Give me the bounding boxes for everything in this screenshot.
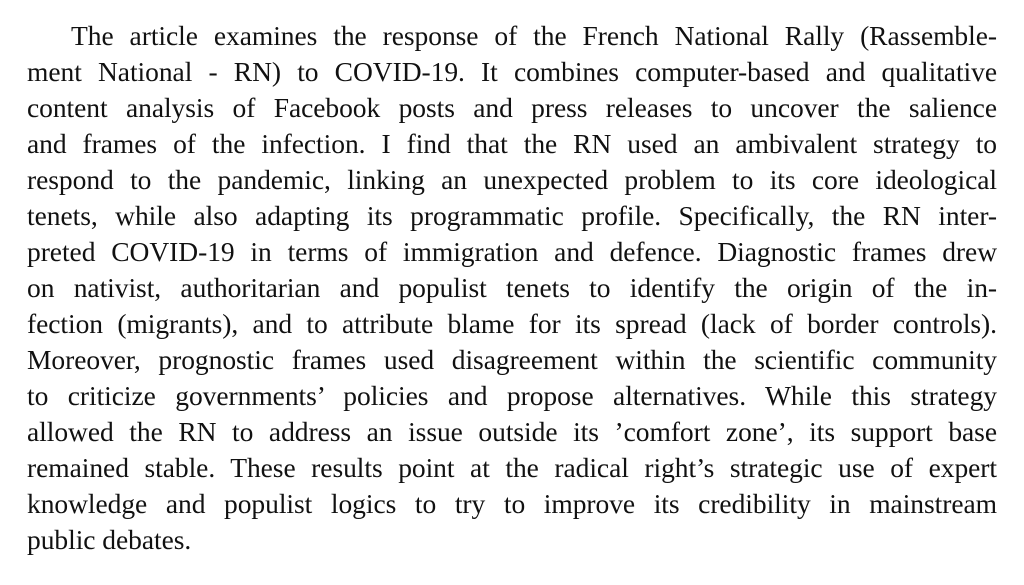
text-line: Moreover, prognostic frames used disagreement within the scientific community (27, 344, 997, 375)
text-line: The article examines the response of the French National Rally (Rassemble- (71, 20, 997, 51)
text-line: knowledge and populist logics to try to improve its credibility in mainstream (27, 488, 997, 519)
text-line: allowed the RN to address an issue outside its ’comfort zone’, its support base (27, 416, 997, 447)
text-line: remained stable. These results point at the radical right’s strategic use of expert (27, 452, 997, 483)
text-line: ment National - RN) to COVID-19. It combines computer-based and qualitative (27, 56, 997, 87)
text-line: content analysis of Facebook posts and press releases to uncover the salience (27, 92, 997, 123)
text-line: preted COVID-19 in terms of immigration and defence. Diagnostic frames drew (27, 236, 997, 267)
text-line: fection (migrants), and to attribute blame for its spread (lack of border controls). (27, 308, 997, 339)
text-line: public debates. (27, 524, 192, 555)
text-line: on nativist, authoritarian and populist tenets to identify the origin of the in- (27, 272, 997, 303)
text-line: respond to the pandemic, linking an unexpected problem to its core ideological (27, 164, 997, 195)
text-line: and frames of the infection. I find that the RN used an ambivalent strategy to (27, 128, 997, 159)
text-line: to criticize governments’ policies and propose alternatives. While this strategy (27, 380, 997, 411)
text-line: tenets, while also adapting its programmatic profile. Specifically, the RN inter- (27, 200, 997, 231)
abstract-paragraph (27, 18, 997, 558)
